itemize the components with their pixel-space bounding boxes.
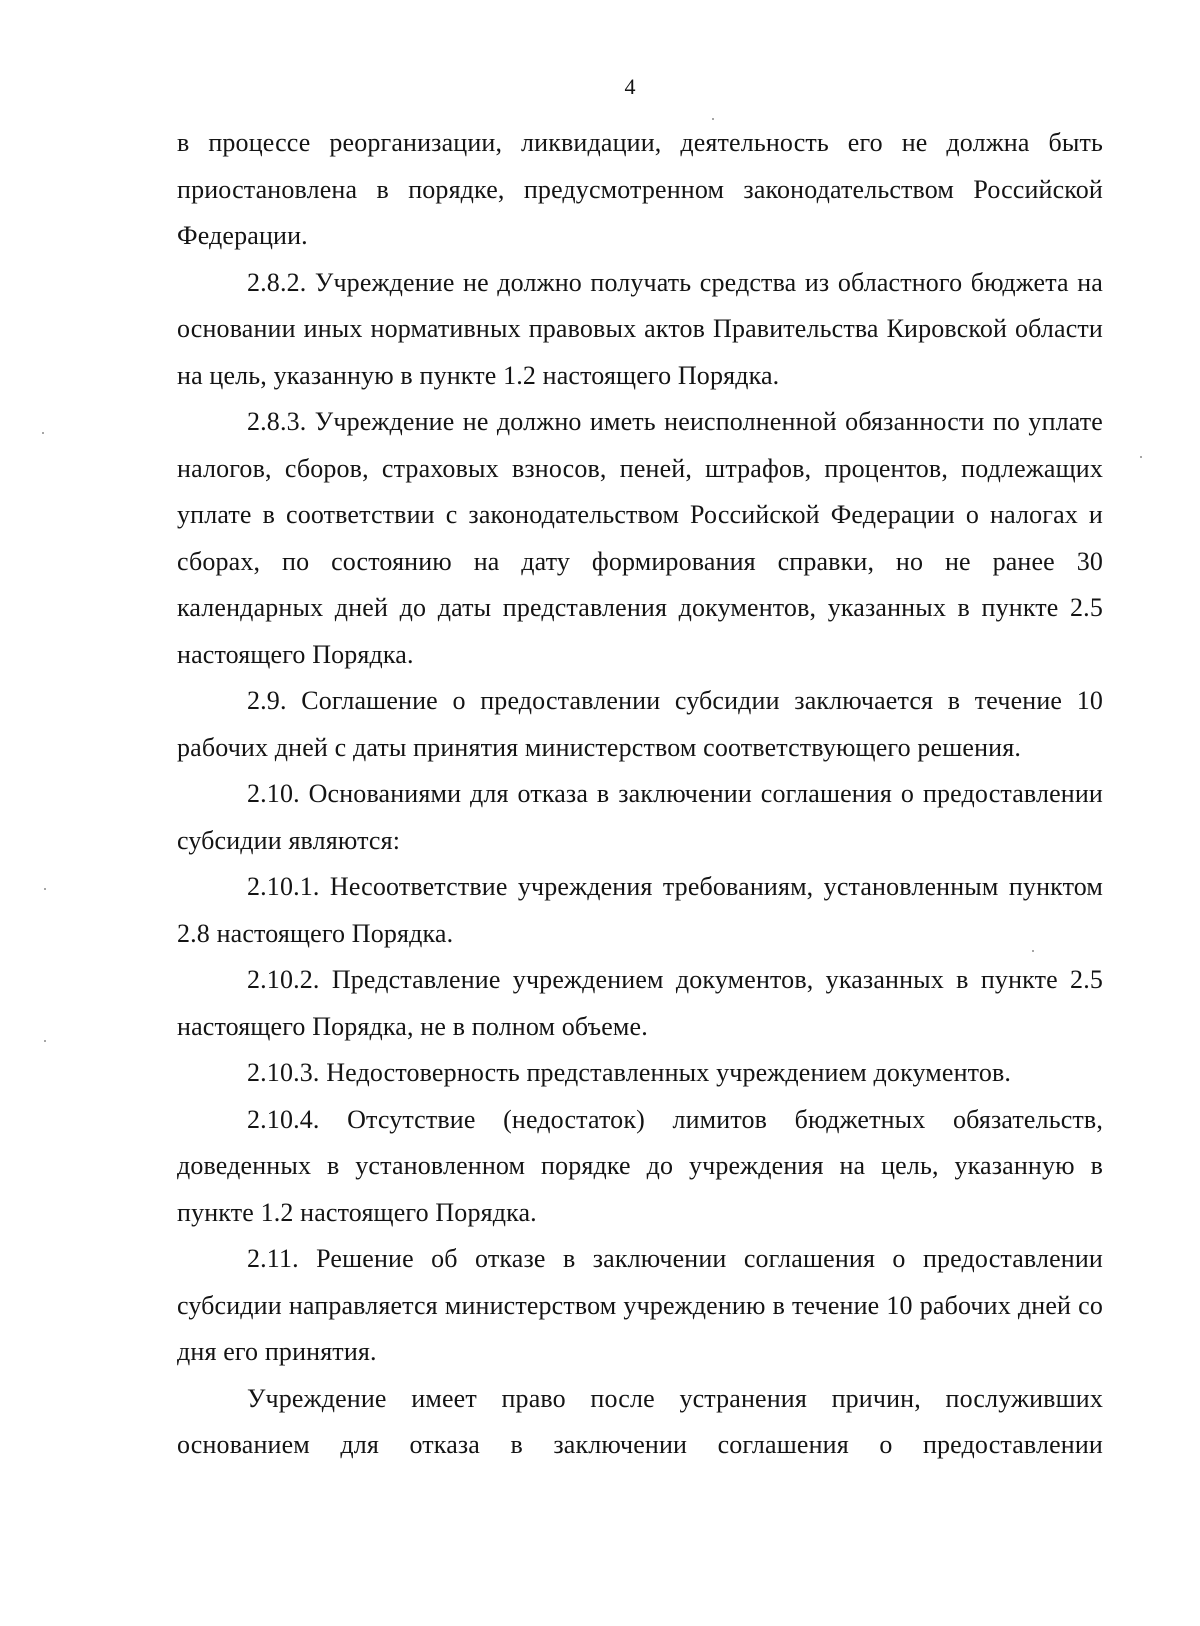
paragraph-2-10-2: 2.10.2. Представление учреждением документов, указанных в пункте 2.5 настоящего Порядка, не в полном объеме. [177,965,1103,1041]
paragraph-2-10-3: 2.10.3. Недостоверность представленных учреждением документов. [247,1058,1012,1087]
paragraph-continuation: в процессе реорганизации, ликвидации, деятельность его не должна быть приостановлена в порядке, предусмотренном законодательством Российской Федерации. [177,128,1103,250]
scan-speck [1140,456,1142,458]
scan-speck [1032,950,1034,952]
paragraph-2-8-3: 2.8.3. Учреждение не должно иметь неисполненной обязанности по уплате налогов, сборов, страховых взносов, пеней, штрафов, процентов, подлежащих уплате в соответствии с законодательством Российской Федерации о налогах и сборах, по состоянию на дату формирования справки, но не ранее 30 календарных дней до даты представления документов, указанных в пункте 2.5 настоящего Порядка. [177,407,1103,669]
scan-speck [44,888,46,890]
paragraph-2-8-2: 2.8.2. Учреждение не должно получать средства из областного бюджета на основании иных нормативных правовых актов Правительства Кировской области на цель, указанную в пункте 1.2 настоящего Порядка. [177,267,1103,390]
scan-speck [712,118,714,120]
document-body [177,120,1103,1469]
scan-speck [44,1040,46,1042]
paragraph-2-10-4: 2.10.4. Отсутствие (недостаток) лимитов бюджетных обязательств, доведенных в установленном порядке до учреждения на цель, указанную в пункте 1.2 настоящего Порядка. [177,1104,1103,1227]
paragraph-2-9: 2.9. Соглашение о предоставлении субсидии заключается в течение 10 рабочих дней с даты принятия министерством соответствующего решения. [177,686,1103,762]
paragraph-2-10: 2.10. Основаниями для отказа в заключении соглашения о предоставлении субсидии являются: [177,779,1103,855]
paragraph-2-11: 2.11. Решение об отказе в заключении соглашения о предоставлении субсидии направляется министерством учреждению в течение 10 рабочих дней со дня его принятия. [177,1244,1103,1366]
paragraph-right-to-reapply: Учреждение имеет право после устранения причин, послуживших основанием для отказа в заключении соглашения о предоставлении [177,1383,1103,1459]
paragraph-2-10-1: 2.10.1. Несоответствие учреждения требованиям, установленным пунктом 2.8 настоящего Порядка. [177,872,1103,948]
page-number: 4 [624,74,636,99]
scan-speck [42,432,44,434]
